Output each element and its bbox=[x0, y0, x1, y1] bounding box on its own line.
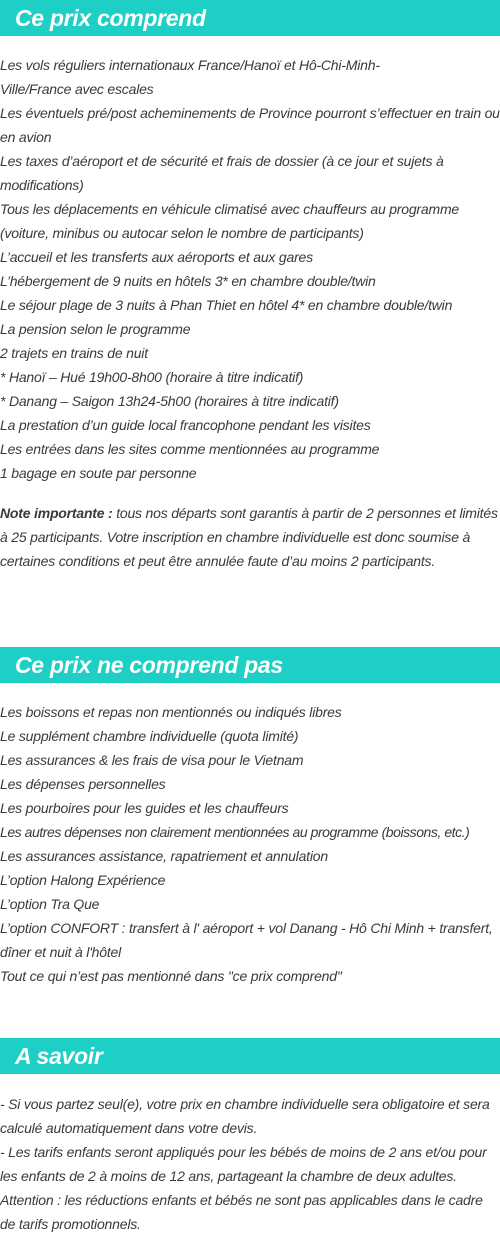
excluded-list bbox=[0, 700, 500, 988]
section-title: Ce prix comprend bbox=[15, 5, 206, 31]
list-item: L’option Halong Expérience bbox=[0, 872, 166, 888]
list-item: Les taxes d’aéroport et de sécurité et frais de dossier (à ce jour et sujets à modifications) bbox=[0, 153, 444, 193]
list-item: L’option CONFORT : transfert à l' aéroport + vol Danang - Hô Chi Minh + transfert, dîner et nuit à l'hôtel bbox=[0, 920, 493, 960]
list-item: L’hébergement de 9 nuits en hôtels 3* en chambre double/twin bbox=[0, 273, 376, 289]
list-item: Les autres dépenses non clairement mentionnées au programme (boissons, etc.) bbox=[0, 824, 470, 840]
list-item: - Si vous partez seul(e), votre prix en chambre individuelle sera obligatoire et sera calculé automatiquement dans votre devis. bbox=[0, 1096, 490, 1136]
list-item: Tous les déplacements en véhicule climatisé avec chauffeurs au programme (voiture, minibus ou autocar selon le nombre de participants) bbox=[0, 201, 459, 241]
list-item: Les boissons et repas non mentionnés ou indiqués libres bbox=[0, 704, 342, 720]
list-item: L’option Tra Que bbox=[0, 896, 100, 912]
list-item: Les éventuels pré/post acheminements de Province pourront s’effectuer en train ou en avion bbox=[0, 105, 500, 145]
list-item: La prestation d’un guide local francophone pendant les visites bbox=[0, 417, 371, 433]
list-item: Les entrées dans les sites comme mentionnées au programme bbox=[0, 441, 380, 457]
section-header-excluded bbox=[0, 647, 500, 683]
section-title: Ce prix ne comprend pas bbox=[15, 652, 283, 678]
list-item: - Les tarifs enfants seront appliqués pour les bébés de moins de 2 ans et/ou pour les enfants de 2 à moins de 12 ans, partageant la chambre de deux adultes. bbox=[0, 1144, 487, 1184]
list-item: * Hanoï – Hué 19h00-8h00 (horaire à titre indicatif) bbox=[0, 369, 304, 385]
good-to-know-list bbox=[0, 1092, 500, 1236]
list-item: Les dépenses personnelles bbox=[0, 776, 166, 792]
list-item: Les assurances assistance, rapatriement et annulation bbox=[0, 848, 328, 864]
important-note bbox=[0, 501, 500, 573]
list-item: 2 trajets en trains de nuit bbox=[0, 345, 148, 361]
list-item: Attention : les réductions enfants et bébés ne sont pas applicables dans le cadre de tarifs promotionnels. bbox=[0, 1192, 483, 1232]
section-title: A savoir bbox=[15, 1043, 103, 1069]
note-text: tous nos départs sont garantis à partir de 2 personnes et limités à 25 participants. Votre inscription en chambre individuelle est donc soumise à certaines conditions et peut être annulée faute d’au moins 2 participants. bbox=[0, 505, 498, 569]
list-item: Tout ce qui n’est pas mentionné dans "ce prix comprend" bbox=[0, 968, 342, 984]
list-item: Les pourboires pour les guides et les chauffeurs bbox=[0, 800, 289, 816]
list-item: L’accueil et les transferts aux aéroports et aux gares bbox=[0, 249, 313, 265]
list-item: 1 bagage en soute par personne bbox=[0, 465, 197, 481]
list-item: Les vols réguliers internationaux France/Hanoï et Hô-Chi-Minh-Ville/France avec escales bbox=[0, 57, 380, 97]
list-item: Le supplément chambre individuelle (quota limité) bbox=[0, 728, 299, 744]
list-item: Le séjour plage de 3 nuits à Phan Thiet en hôtel 4* en chambre double/twin bbox=[0, 297, 453, 313]
included-list bbox=[0, 53, 500, 573]
section-header-included bbox=[0, 0, 500, 36]
list-item: La pension selon le programme bbox=[0, 321, 191, 337]
list-item: * Danang – Saigon 13h24-5h00 (horaires à titre indicatif) bbox=[0, 393, 339, 409]
list-item: Les assurances & les frais de visa pour le Vietnam bbox=[0, 752, 304, 768]
section-header-good-to-know bbox=[0, 1038, 500, 1074]
note-label: Note importante : bbox=[0, 505, 113, 521]
